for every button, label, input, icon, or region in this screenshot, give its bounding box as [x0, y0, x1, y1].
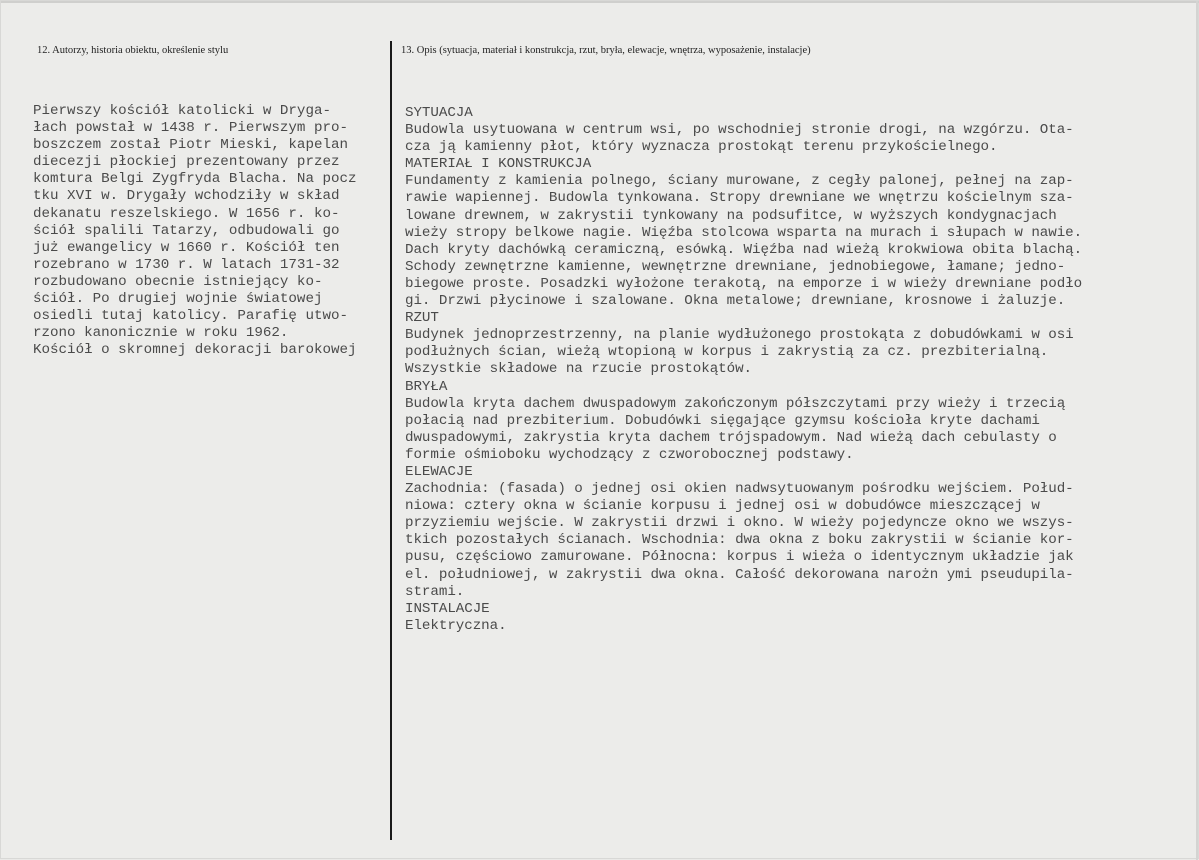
left-column-line: tku XVI w. Drygały wchodziły w skład	[33, 188, 340, 205]
right-column-line: Fundamenty z kamienia polnego, ściany murowane, z cegły palonej, pełnej na zap-	[405, 173, 1074, 190]
right-column-line: cza ją kamienny płot, który wyznacza prostokąt terenu przykościelnego.	[405, 139, 998, 156]
right-column-line: gi. Drzwi płycinowe i szalowane. Okna metalowe; drewniane, krosnowe i żaluzje.	[405, 293, 1066, 310]
right-column-line: Zachodnia: (fasada) o jednej osi okien nadwsytuowanym pośrodku wejściem. Połud-	[405, 481, 1074, 498]
left-column-line: rzono kanonicznie w roku 1962.	[33, 325, 289, 342]
right-column-line: lowane drewnem, w zakrystii tynkowany na podsufitce, w wyższych kondygnacjach	[405, 207, 1057, 224]
right-edge	[1196, 1, 1198, 860]
right-column-line: INSTALACJE	[405, 600, 490, 617]
left-column-line: już ewangelicy w 1660 r. Kościół ten	[33, 239, 340, 256]
right-column-line: biegowe proste. Posadzki wyłożone terakotą, na emporze i w wieży drewniane podło	[405, 275, 1083, 292]
right-column-line: el. południowej, w zakrystii dwa okna. Całość dekorowana narożn ymi pseudupila-	[405, 566, 1074, 583]
right-column-line: tkich pozostałych ścianach. Wschodnia: dwa okna z boku zakrystii w ścianie kor-	[405, 532, 1074, 549]
right-column-line: połacią nad prezbiterium. Dobudówki sięgające gzymsu kościoła kryte dachami	[405, 412, 1040, 429]
right-column-line: BRYŁA	[405, 378, 448, 395]
right-column-line: strami.	[405, 583, 465, 600]
right-column-line: pusu, częściowo zamurowane. Północna: korpus i wieża o identycznym układzie jak	[405, 549, 1074, 566]
right-column-line: RZUT	[405, 310, 439, 327]
right-column-line: podłużnych ścian, wieżą wtopioną w korpus i zakrystią za cz. prezbiterialną.	[405, 344, 1049, 361]
right-column-line: formie ośmioboku wychodzący z czworobocznej podstawy.	[405, 446, 854, 463]
right-column-line: Elektryczna.	[405, 617, 507, 634]
right-column-line: dwuspadowymi, zakrystia kryta dachem trójspadowym. Nad wieżą dach cebulasty o	[405, 429, 1057, 446]
left-column-line: komtura Belgi Zygfryda Blacha. Na pocz	[33, 171, 357, 188]
right-column-line: Budowla usytuowana w centrum wsi, po wschodniej stronie drogi, na wzgórzu. Ota-	[405, 122, 1074, 139]
left-column-line: diecezji płockiej prezentowany przez	[33, 154, 340, 171]
right-column-line: Budowla kryta dachem dwuspadowym zakończonym półszczytami przy wieży i trzecią	[405, 395, 1066, 412]
history-text	[33, 103, 357, 359]
left-column-line: rozbudowano obecnie istniejący ko-	[33, 273, 323, 290]
left-column-line: łach powstał w 1438 r. Pierwszym pro-	[33, 120, 349, 137]
right-column-line: SYTUACJA	[405, 105, 473, 121]
left-column-line: rozebrano w 1730 r. W latach 1731-32	[33, 256, 340, 273]
right-column-line: ELEWACJE	[405, 463, 473, 480]
right-column-line: Wszystkie składowe na rzucie prostokątów.	[405, 361, 753, 378]
left-column-line: boszczem został Piotr Mieski, kapelan	[33, 137, 349, 154]
left-column-line: osiedli tutaj katolicy. Parafię utwo-	[33, 308, 349, 325]
right-column-line: MATERIAŁ I KONSTRUKCJA	[405, 156, 592, 173]
right-column-line: wieży stropy belkowe nagie. Więźba stolcowa wsparta na murach i słupach w nawie.	[405, 224, 1083, 241]
left-column-line: ściół. Po drugiej wojnie światowej	[33, 291, 323, 308]
right-column-line: Budynek jednoprzestrzenny, na planie wydłużonego prostokąta z dobudówkami w osi	[405, 327, 1074, 344]
description-text	[405, 105, 1082, 635]
right-column-line: Dach kryty dachówką ceramiczną, esówką. Więźba nad wieżą krokwiowa obita blachą.	[405, 241, 1083, 258]
left-column-line: Kościół o skromnej dekoracji barokowej	[33, 342, 357, 359]
left-column-line: Pierwszy kościół katolicki w Dryga-	[33, 103, 331, 119]
right-column-line: Schody zewnętrzne kamienne, wewnętrzne drewniane, jednobiegowe, łamane; jedno-	[405, 258, 1066, 275]
column-divider	[390, 41, 392, 840]
left-column-line: ściół spalili Tatarzy, odbudowali go	[33, 222, 340, 239]
right-column-line: rawie wapiennej. Budowla tynkowana. Stropy drewniane we wnętrzu kościelnym sza-	[405, 190, 1074, 207]
right-column-line: niowa: cztery okna w ścianie korpusu i jednej osi w dobudówce mieszczącej w	[405, 498, 1040, 515]
left-column-header: 12. Autorzy, historia obiektu, określenie stylu	[37, 45, 229, 56]
left-column-line: dekanatu reszelskiego. W 1656 r. ko-	[33, 205, 340, 222]
right-column-header: 13. Opis (sytuacja, materiał i konstrukcja, rzut, bryła, elewacje, wnętrza, wyposażenie, instalacje)	[401, 45, 811, 56]
right-column-line: przyziemiu wejście. W zakrystii drzwi i okno. W wieży pojedyncze okno we wszys-	[405, 515, 1074, 532]
top-edge	[1, 1, 1199, 3]
